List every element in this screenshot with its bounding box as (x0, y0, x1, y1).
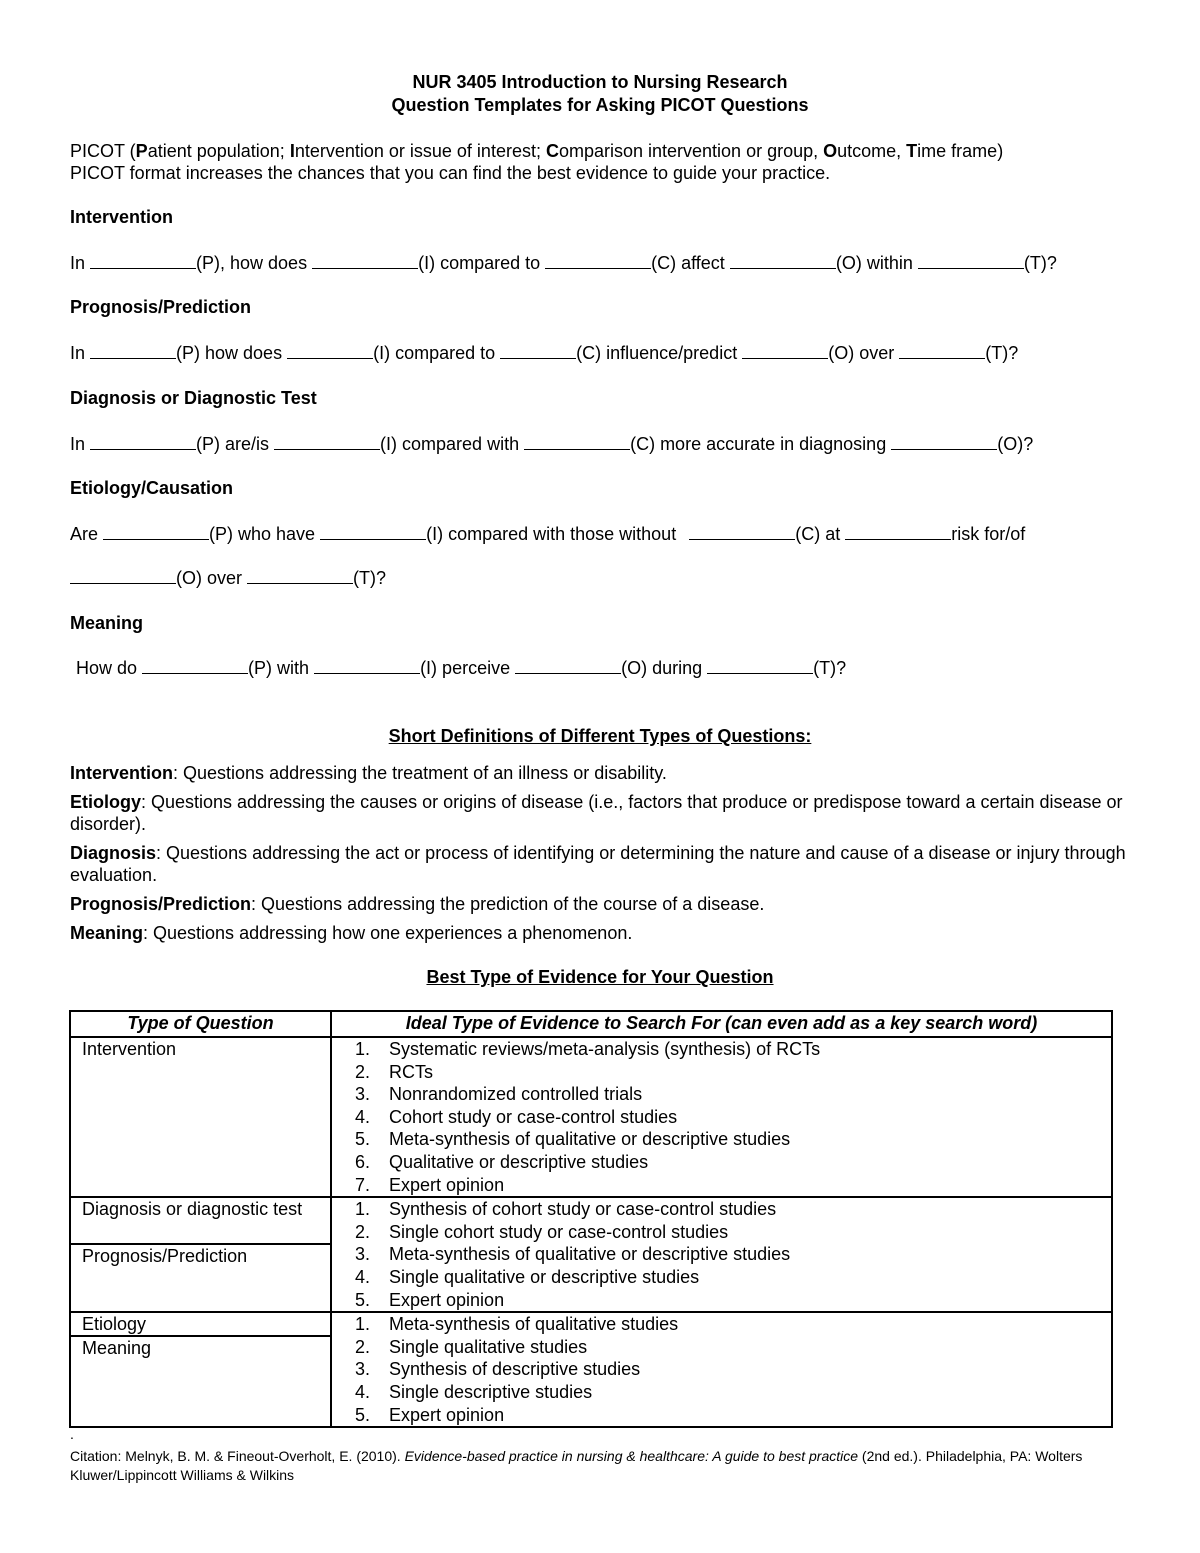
picot-o-letter: O (823, 141, 838, 161)
etiology-heading: Etiology/Causation (70, 478, 234, 498)
list-item-text: RCTs (389, 1061, 433, 1082)
blank-line (524, 435, 630, 450)
picot-p-rest: atient population; (147, 141, 290, 161)
prognosis-heading: Prognosis/Prediction (70, 297, 252, 317)
definition-etiology (70, 791, 1130, 835)
template-text: In (70, 434, 91, 454)
list-item: 1. Meta-synthesis of qualitative studies (355, 1314, 679, 1335)
blank-line (287, 344, 373, 359)
definition-text: : Questions addressing the causes or origins of disease (i.e., factors that produce or predispose toward a certain disease or disorder). (70, 792, 1123, 834)
template-text: (O) over (828, 343, 900, 363)
definition-term: Intervention (70, 763, 174, 783)
title-line-1: NUR 3405 Introduction to Nursing Research (412, 72, 788, 92)
definition-term: Prognosis/Prediction (70, 894, 252, 914)
list-item: 1. Synthesis of cohort study or case-control studies (355, 1199, 777, 1220)
definition-term: Diagnosis (70, 843, 157, 863)
picot-format-line: PICOT format increases the chances that you can find the best evidence to guide your practice. (70, 163, 831, 183)
title-line-2: Question Templates for Asking PICOT Questions (391, 95, 809, 115)
picot-t-rest: ime frame) (917, 141, 1004, 161)
template-text: (O) over (176, 568, 248, 588)
list-item: 2. Single cohort study or case-control studies (355, 1221, 729, 1242)
list-item-text: Meta-synthesis of qualitative or descriptive studies (389, 1244, 791, 1265)
question-type: Prognosis/Prediction (71, 1243, 330, 1268)
picot-i-letter: I (289, 141, 295, 161)
template-text: (C) at (795, 524, 846, 544)
blank-line (689, 525, 795, 540)
evidence-cell (331, 1197, 1112, 1312)
definitions-list (70, 762, 1130, 951)
diagnosis-heading: Diagnosis or Diagnostic Test (70, 388, 317, 408)
template-text: risk for/of (951, 524, 1026, 544)
blank-line (707, 659, 813, 674)
list-item: 3. Synthesis of descriptive studies (355, 1359, 641, 1380)
template-text: (T)? (353, 568, 387, 588)
list-item-text: Expert opinion (389, 1404, 505, 1425)
prognosis-template (70, 343, 1018, 364)
template-text: (I) compared to (418, 253, 546, 273)
document-title (0, 71, 1200, 117)
table-row (70, 1312, 1112, 1427)
table-header-row (70, 1011, 1112, 1037)
blank-line (899, 344, 985, 359)
template-text: (O)? (997, 434, 1034, 454)
blank-line (545, 254, 651, 269)
definitions-heading: Short Definitions of Different Types of Questions: (388, 726, 812, 746)
citation-title: Evidence-based practice in nursing & healthcare: A guide to best practice (404, 1448, 859, 1464)
list-item: 4. Single qualitative or descriptive studies (355, 1266, 700, 1287)
picot-label: PICOT ( (70, 141, 136, 161)
blank-line (274, 435, 380, 450)
template-text: In (70, 343, 91, 363)
list-item: 3. Nonrandomized controlled trials (355, 1084, 643, 1105)
evidence-list (332, 1038, 1111, 1196)
blank-line (515, 659, 621, 674)
definition-text: : Questions addressing the treatment of an illness or disability. (173, 763, 667, 783)
question-type-cell (70, 1312, 331, 1427)
question-type: Diagnosis or diagnostic test (82, 1199, 303, 1220)
blank-line (742, 344, 828, 359)
blank-line (312, 254, 418, 269)
template-text: (P) with (248, 658, 315, 678)
table-row (70, 1037, 1112, 1197)
list-item-text: Expert opinion (389, 1174, 505, 1195)
list-item: 2. RCTs (355, 1061, 433, 1082)
template-text: In (70, 253, 91, 273)
evidence-cell (331, 1312, 1112, 1427)
template-text: (P) are/is (196, 434, 275, 454)
blank-line (90, 344, 176, 359)
list-item-text: Expert opinion (389, 1289, 505, 1310)
list-item: 7. Expert opinion (355, 1174, 505, 1195)
list-item-text: Cohort study or case-control studies (389, 1106, 678, 1127)
definition-text: : Questions addressing how one experiences a phenomenon. (143, 923, 633, 943)
question-type-cell (70, 1037, 331, 1197)
picot-definition-line (70, 140, 1003, 162)
template-text: (I) compared with those without (426, 524, 682, 544)
list-item-text: Qualitative or descriptive studies (389, 1151, 649, 1172)
template-text: (C) affect (651, 253, 730, 273)
blank-line (247, 569, 353, 584)
template-text: Are (70, 524, 104, 544)
template-text: (T)? (813, 658, 847, 678)
blank-line (142, 659, 248, 674)
template-text: (O) during (621, 658, 708, 678)
definition-text: : Questions addressing the prediction of the course of a disease. (251, 894, 765, 914)
evidence-list (332, 1198, 1111, 1311)
definition-term: Etiology (70, 792, 141, 812)
template-text: (P), how does (196, 253, 313, 273)
blank-line (918, 254, 1024, 269)
trailing-dot: . (70, 1426, 74, 1442)
meaning-template (76, 658, 846, 679)
picot-c-letter: C (545, 141, 559, 161)
column-header-type: Type of Question (70, 1011, 331, 1037)
blank-line (90, 435, 196, 450)
blank-line (730, 254, 836, 269)
list-item-text: Single qualitative studies (389, 1336, 588, 1357)
definition-meaning (70, 922, 1130, 944)
evidence-table (69, 1010, 1113, 1428)
blank-line (845, 525, 951, 540)
picot-c-rest: omparison intervention or group, (558, 141, 824, 161)
evidence-list (332, 1313, 1111, 1426)
template-text: (I) compared with (380, 434, 525, 454)
column-header-evidence: Ideal Type of Evidence to Search For (can even add as a key search word) (331, 1011, 1112, 1037)
picot-p-letter: P (135, 141, 148, 161)
intervention-heading: Intervention (70, 207, 174, 227)
citation (70, 1447, 1140, 1485)
template-text: (C) more accurate in diagnosing (630, 434, 892, 454)
template-text: (T)? (985, 343, 1019, 363)
list-item: 5. Expert opinion (355, 1289, 505, 1310)
list-item-text: Meta-synthesis of qualitative studies (389, 1314, 679, 1335)
blank-line (500, 344, 576, 359)
list-item: 5. Meta-synthesis of qualitative or descriptive studies (355, 1129, 791, 1150)
evidence-heading: Best Type of Evidence for Your Question (426, 967, 774, 987)
picot-i-rest: ntervention or issue of interest; (294, 141, 546, 161)
list-item: 4. Cohort study or case-control studies (355, 1106, 678, 1127)
template-text: (P) who have (209, 524, 321, 544)
picot-t-letter: T (906, 141, 918, 161)
list-item-text: Single descriptive studies (389, 1381, 593, 1402)
list-item-text: Single cohort study or case-control studies (389, 1221, 729, 1242)
template-text: (I) perceive (420, 658, 516, 678)
list-item: 4. Single descriptive studies (355, 1381, 593, 1402)
list-item-text: Nonrandomized controlled trials (389, 1084, 643, 1105)
citation-suffix: (2nd ed.). Philadelphia, PA: Wolters Kluwer/Lippincott Williams & Wilkins (70, 1448, 1083, 1483)
table-row (70, 1197, 1112, 1312)
definition-intervention (70, 762, 1130, 784)
citation-prefix: Citation: Melnyk, B. M. & Fineout-Overholt, E. (2010). (70, 1448, 405, 1464)
list-item-text: Synthesis of descriptive studies (389, 1359, 641, 1380)
list-item: 6. Qualitative or descriptive studies (355, 1151, 649, 1172)
blank-line (314, 659, 420, 674)
question-type: Etiology (82, 1314, 147, 1335)
template-text: (C) influence/predict (576, 343, 743, 363)
definition-term: Meaning (70, 923, 144, 943)
definition-diagnosis (70, 842, 1130, 886)
question-type: Intervention (82, 1039, 177, 1059)
list-item-text: Meta-synthesis of qualitative or descriptive studies (389, 1129, 791, 1150)
template-text: (I) compared to (373, 343, 501, 363)
blank-line (103, 525, 209, 540)
template-text: (O) within (835, 253, 918, 273)
question-type: Meaning (71, 1335, 330, 1360)
question-type-cell (70, 1197, 331, 1312)
meaning-heading: Meaning (70, 613, 144, 633)
etiology-template-line-1 (70, 524, 1025, 545)
template-text: (P) how does (176, 343, 288, 363)
picot-o-rest: utcome, (837, 141, 907, 161)
list-item-text: Systematic reviews/meta-analysis (synthesis) of RCTs (389, 1039, 821, 1059)
diagnosis-template (70, 434, 1033, 455)
definition-text: : Questions addressing the act or process of identifying or determining the nature and cause of a disease or injury through evaluation. (70, 843, 1126, 885)
list-item: 1. Systematic reviews/meta-analysis (synthesis) of RCTs (355, 1039, 821, 1059)
blank-line (891, 435, 997, 450)
definition-prognosis (70, 893, 1130, 915)
blank-line (90, 254, 196, 269)
intervention-template (70, 253, 1057, 274)
list-item: 5. Expert opinion (355, 1404, 505, 1425)
list-item: 2. Single qualitative studies (355, 1336, 588, 1357)
template-text: (T)? (1023, 253, 1057, 273)
list-item-text: Single qualitative or descriptive studies (389, 1266, 700, 1287)
evidence-cell (331, 1037, 1112, 1197)
list-item-text: Synthesis of cohort study or case-control studies (389, 1199, 777, 1220)
etiology-template-line-2 (70, 568, 386, 589)
template-text: How do (76, 658, 143, 678)
blank-line (70, 569, 176, 584)
blank-line (320, 525, 426, 540)
picot-intro (70, 140, 1003, 184)
list-item: 3. Meta-synthesis of qualitative or descriptive studies (355, 1244, 791, 1265)
